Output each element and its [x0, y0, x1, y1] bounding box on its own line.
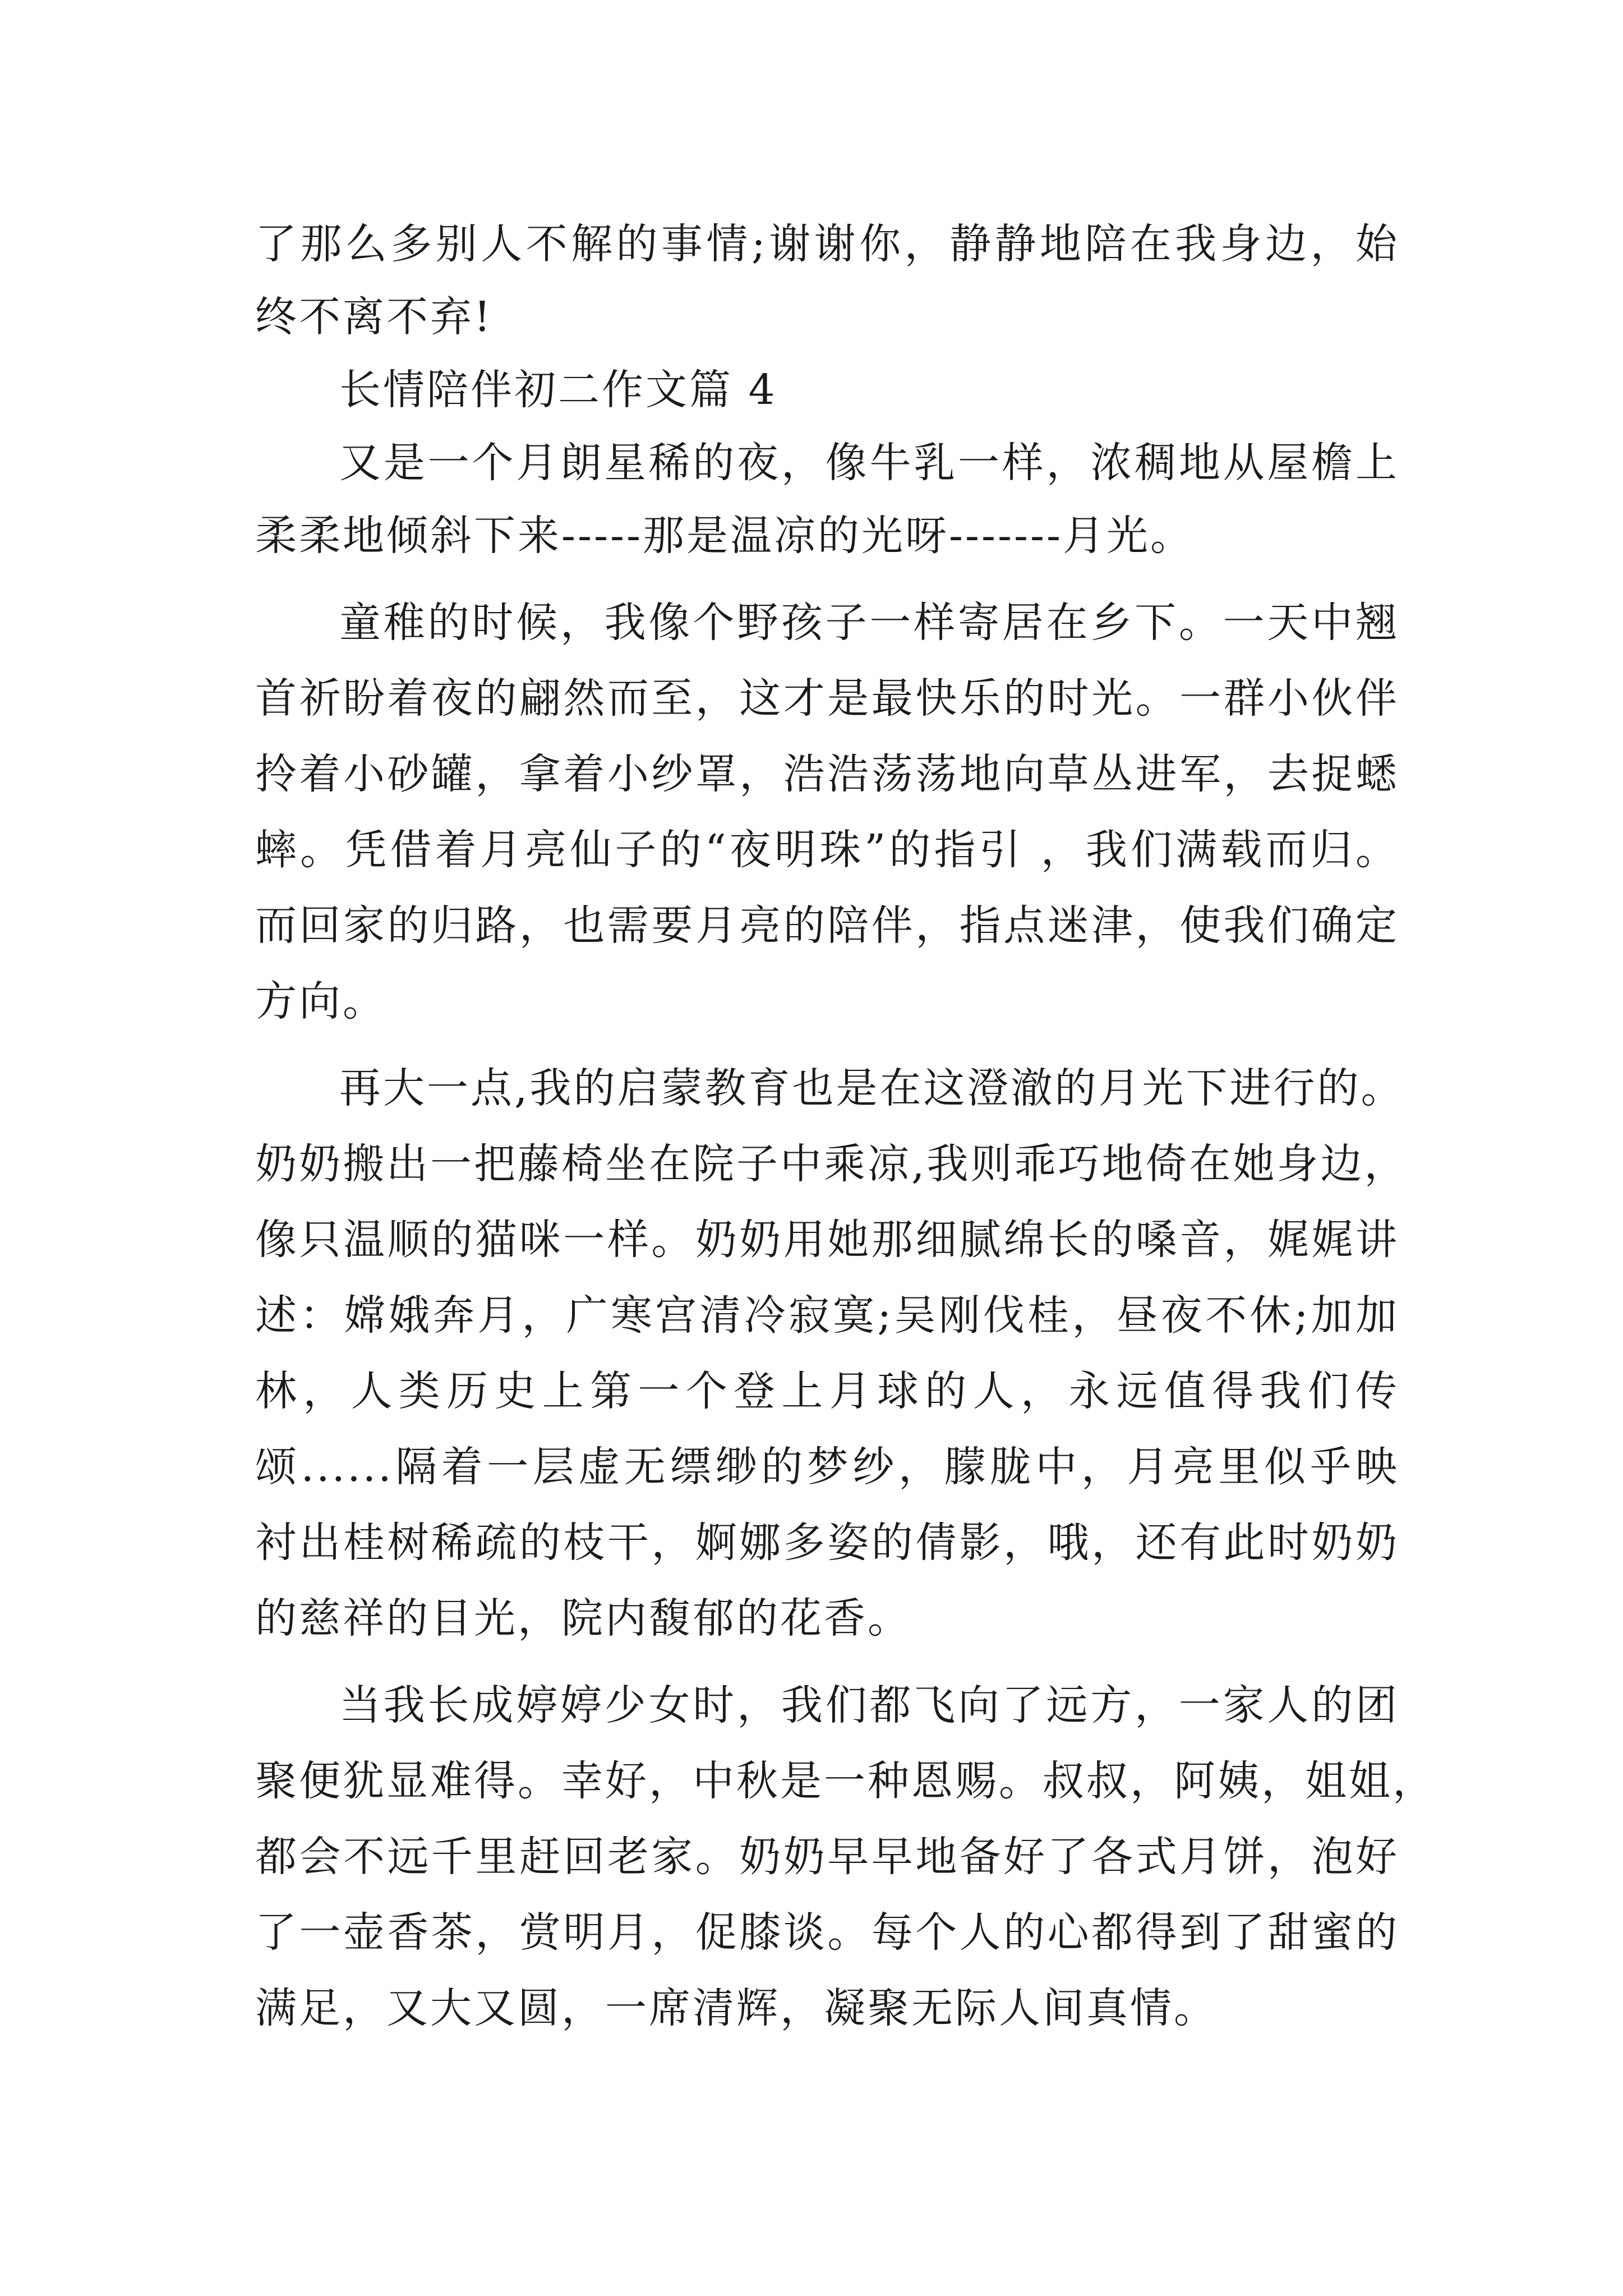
text-line: 又是一个月朗星稀的夜，像牛乳一样，浓稠地从屋檐上: [339, 439, 1399, 487]
text-line: 都会不远千里赶回老家。奶奶早早地备好了各式月饼，泡好: [255, 1833, 1399, 1881]
text-line: 童稚的时候，我像个野孩子一样寄居在乡下。一天中翘: [339, 599, 1399, 647]
text-line: 满足，又大又圆，一席清辉，凝聚无际人间真情。: [255, 1984, 1218, 2032]
text-line: 颂......隔着一层虚无缥缈的梦纱，朦胧中，月亮里似乎映: [255, 1443, 1399, 1491]
text-line: 柔柔地倾斜下来-----那是温凉的光呀-------月光。: [255, 512, 1195, 560]
text-line: 的慈祥的目光，院内馥郁的花香。: [255, 1594, 911, 1642]
text-line: 首祈盼着夜的翩然而至，这才是最快乐的时光。一群小伙伴: [255, 674, 1399, 723]
text-line: 像只温顺的猫咪一样。奶奶用她那细腻绵长的嗓音，娓娓讲: [255, 1216, 1399, 1264]
text-line: 奶奶搬出一把藤椅坐在院子中乘凉,我则乖巧地倚在她身边，: [255, 1140, 1408, 1188]
text-line: 述：嫦娥奔月，广寒宫清冷寂寞;吴刚伐桂，昼夜不休;加加: [255, 1291, 1399, 1340]
section-heading: 长情陪伴初二作文篇 4: [339, 366, 777, 414]
text-line: 了那么多别人不解的事情;谢谢你，静静地陪在我身边，始: [255, 220, 1399, 268]
text-line: 林，人类历史上第一个登上月球的人，永远值得我们传: [255, 1367, 1399, 1415]
text-line: 再大一点,我的启蒙教育也是在这澄澈的月光下进行的。: [339, 1064, 1405, 1112]
text-line: 衬出桂树稀疏的枝干，婀娜多姿的倩影，哦，还有此时奶奶: [255, 1519, 1399, 1567]
text-line: 终不离不弃!: [255, 293, 493, 341]
text-line: 了一壶香茶，赏明月，促膝谈。每个人的心都得到了甜蜜的: [255, 1908, 1399, 1957]
text-line: 方向。: [255, 977, 386, 1025]
text-line: 拎着小砂罐，拿着小纱罩，浩浩荡荡地向草丛进军，去捉蟋: [255, 750, 1399, 798]
text-line: 而回家的归路，也需要月亮的陪伴，指点迷津，使我们确定: [255, 901, 1399, 950]
text-line: 聚便犹显难得。幸好，中秋是一种恩赐。叔叔，阿姨，姐姐，: [255, 1757, 1436, 1805]
text-line: 蟀。凭借着月亮仙子的“夜明珠”的指引 ，我们满载而归。: [255, 826, 1399, 874]
text-line: 当我长成婷婷少女时，我们都飞向了远方，一家人的团: [339, 1681, 1399, 1729]
